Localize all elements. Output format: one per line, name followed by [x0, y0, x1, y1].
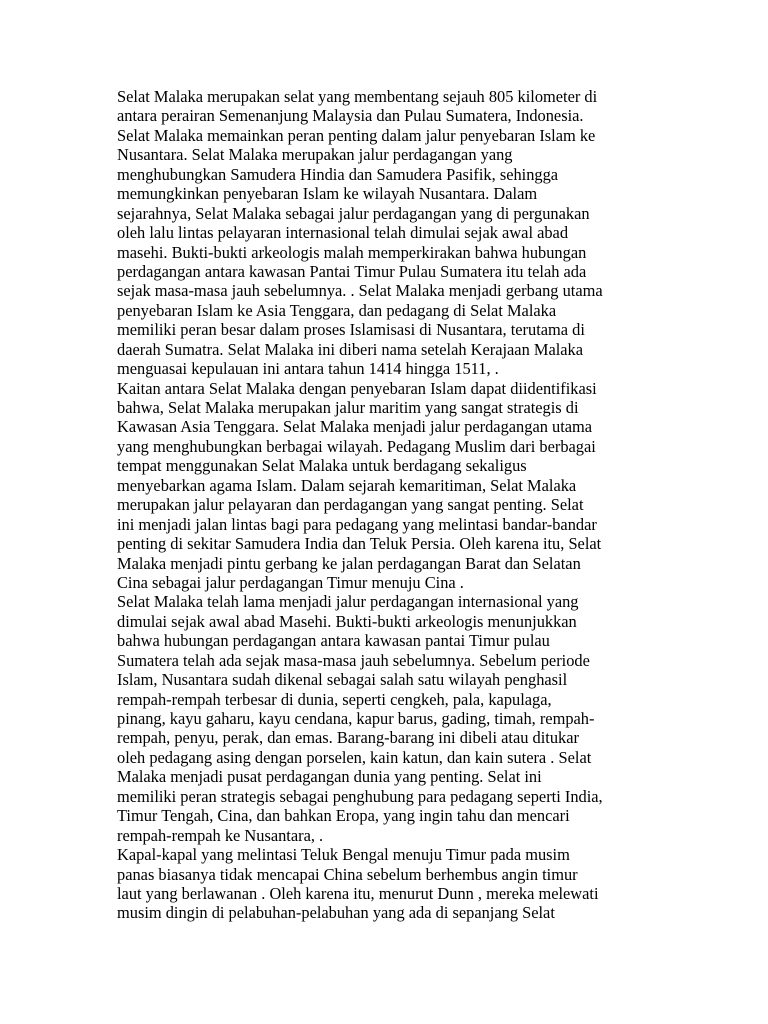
text-line: rempah, penyu, perak, dan emas. Barang-barang ini dibeli atau ditukar — [117, 728, 579, 748]
text-line: bahwa, Selat Malaka merupakan jalur maritim yang sangat strategis di — [117, 398, 579, 417]
text-line: antara perairan Semenanjung Malaysia dan Pulau Sumatera, Indonesia. — [117, 106, 584, 126]
text-line: daerah Sumatra. Selat Malaka ini diberi nama setelah Kerajaan Malaka — [117, 339, 584, 359]
text-line: penyebaran Islam ke Asia Tenggara, dan pedagang di Selat Malaka — [117, 300, 557, 320]
text-line: Selat Malaka merupakan selat yang membentang sejauh 805 kilometer di — [117, 87, 598, 106]
text-line: Nusantara. Selat Malaka merupakan jalur perdagangan yang — [117, 145, 513, 165]
text-line: sejak masa-masa jauh sebelumnya. . Selat Malaka menjadi gerbang utama — [117, 281, 603, 301]
text-line: Islam, Nusantara sudah dikenal sebagai salah satu wilayah penghasil — [117, 670, 568, 690]
text-line: masehi. Bukti-bukti arkeologis malah memperkirakan bahwa hubungan — [117, 242, 587, 262]
text-line: musim dingin di pelabuhan-pelabuhan yang ada di sepanjang Selat — [117, 903, 555, 923]
text-line: Malaka menjadi pintu gerbang ke jalan perdagangan Barat dan Selatan — [117, 553, 581, 573]
text-line: laut yang berlawanan . Oleh karena itu, menurut Dunn , mereka melewati — [117, 883, 599, 903]
text-line: Sumatera telah ada sejak masa-masa jauh sebelumnya. Sebelum periode — [117, 650, 590, 670]
text-line: menguasai kepulauan ini antara tahun 1414 hingga 1511, . — [117, 359, 499, 379]
text-line: dimulai sejak awal abad Masehi. Bukti-bukti arkeologis menunjukkan — [117, 611, 577, 631]
text-line: ini menjadi jalan lintas bagi para pedagang yang melintasi bandar-bandar — [117, 514, 597, 534]
text-line: memiliki peran strategis sebagai penghubung para pedagang seperti India, — [117, 786, 603, 806]
text-line: rempah-rempah ke Nusantara, . — [117, 825, 324, 845]
text-line: Kaitan antara Selat Malaka dengan penyebaran Islam dapat diidentifikasi — [117, 378, 597, 398]
text-line: memiliki peran besar dalam proses Islamisasi di Nusantara, terutama di — [117, 320, 585, 340]
text-line: pinang, kayu gaharu, kayu cendana, kapur barus, gading, timah, rempah- — [117, 709, 595, 728]
text-line: menyebarkan agama Islam. Dalam sejarah kemaritiman, Selat Malaka — [117, 475, 577, 495]
text-line: Kawasan Asia Tenggara. Selat Malaka menjadi jalur perdagangan utama — [117, 417, 593, 437]
text-line: perdagangan antara kawasan Pantai Timur Pulau Sumatera itu telah ada — [117, 261, 587, 281]
text-line: penting di sekitar Samudera India dan Teluk Persia. Oleh karena itu, Selat — [117, 534, 602, 554]
text-line: oleh lalu lintas pelayaran internasional telah dimulai sejak awal abad — [117, 223, 569, 243]
text-line: Kapal-kapal yang melintasi Teluk Bengal menuju Timur pada musim — [117, 845, 570, 865]
text-line: menghubungkan Samudera Hindia dan Samudera Pasifik, sehingga — [117, 164, 559, 184]
text-line: oleh pedagang asing dengan porselen, kain katun, dan kain sutera . Selat — [117, 747, 592, 767]
text-line: yang menghubungkan berbagai wilayah. Pedagang Muslim dari berbagai — [117, 436, 596, 456]
text-line: rempah-rempah terbesar di dunia, seperti cengkeh, pala, kapulaga, — [117, 689, 552, 709]
text-line: sejarahnya, Selat Malaka sebagai jalur perdagangan yang di pergunakan — [117, 203, 590, 223]
text-line: Cina sebagai jalur perdagangan Timur menuju Cina . — [117, 572, 464, 592]
text-line: Timur Tengah, Cina, dan bahkan Eropa, yang ingin tahu dan mencari — [117, 806, 570, 826]
text-line: Selat Malaka memainkan peran penting dalam jalur penyebaran Islam ke — [117, 125, 596, 145]
text-line: panas biasanya tidak mencapai China sebelum berhembus angin timur — [117, 864, 578, 884]
text-line: memungkinkan penyebaran Islam ke wilayah Nusantara. Dalam — [117, 184, 538, 204]
document-body — [117, 87, 662, 923]
text-line: Malaka menjadi pusat perdagangan dunia yang penting. Selat ini — [117, 767, 542, 787]
text-line: bahwa hubungan perdagangan antara kawasan pantai Timur pulau — [117, 631, 550, 651]
text-line: Selat Malaka telah lama menjadi jalur perdagangan internasional yang — [117, 592, 579, 612]
text-line: tempat menggunakan Selat Malaka untuk berdagang sekaligus — [117, 456, 527, 476]
text-line: merupakan jalur pelayaran dan perdagangan yang sangat penting. Selat — [117, 495, 584, 515]
